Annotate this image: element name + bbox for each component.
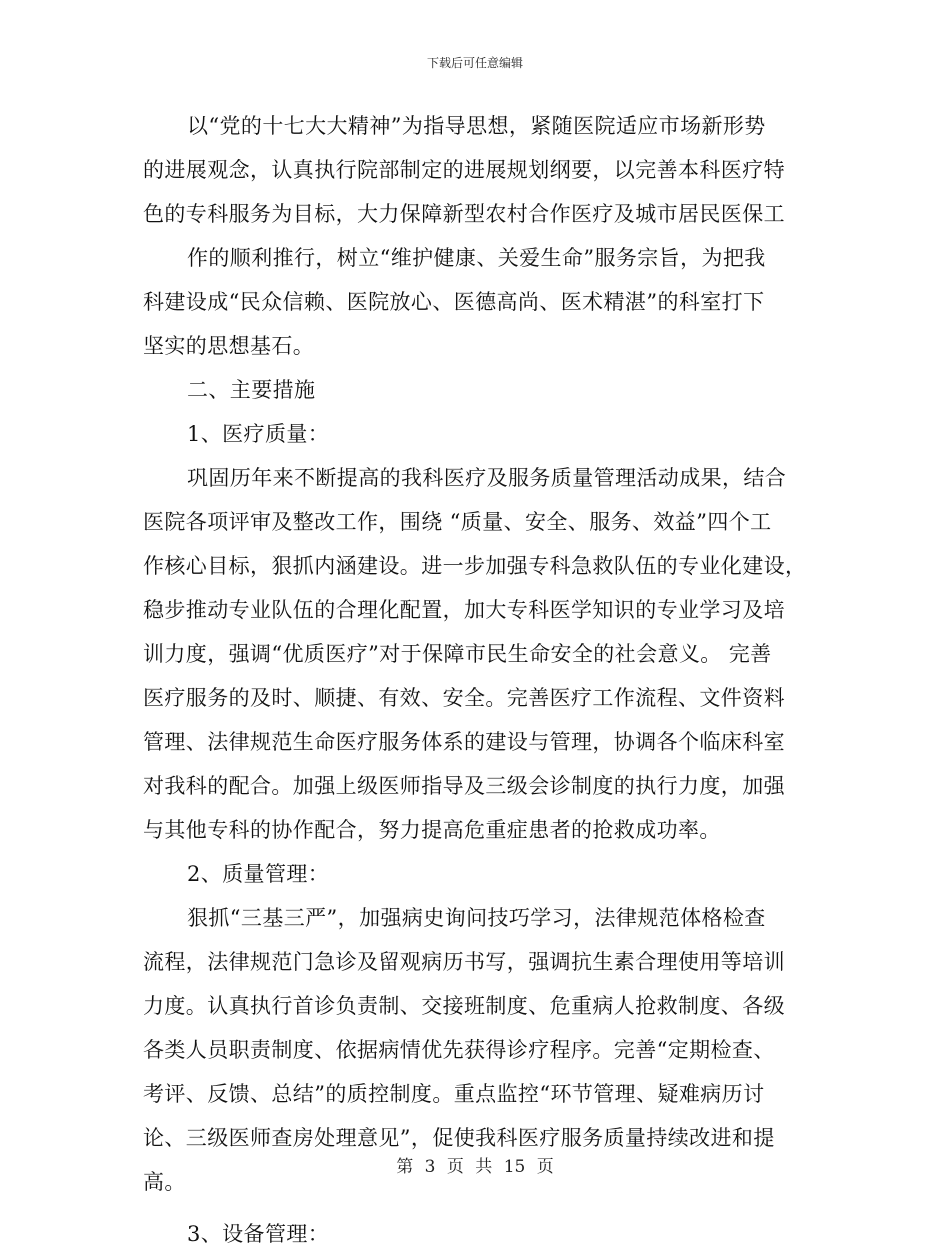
paragraph-line: 高。 [143,1170,186,1194]
paragraph-line: 医疗服务的及时、顺捷、有效、安全。完善医疗工作流程、文件资料 [143,686,785,710]
paragraph-line: 狠抓“三基三严”，加强病史询问技巧学习，法律规范体格检查 [187,906,766,930]
paragraph-line: 科建设成“民众信赖、医院放心、医德高尚、医术精湛”的科室打下 [143,290,765,314]
paragraph-line: 各类人员职责制度、依据病情优先获得诊疗程序。完善“定期检查、 [143,1038,775,1062]
paragraph-line: 流程，法律规范门急诊及留观病历书写，强调抗生素合理使用等培训 [143,950,785,974]
paragraph-line: 与其他专科的协作配合，努力提高危重症患者的抢救成功率。 [143,818,721,842]
paragraph-line: 色的专科服务为目标，大力保障新型农村合作医疗及城市居民医保工 [143,202,785,226]
subsection-heading: 1、医疗质量： [187,422,330,446]
subsection-heading: 3、设备管理： [187,1222,330,1246]
paragraph-line: 论、三级医师查房处理意见”，促使我科医疗服务质量持续改进和提 [143,1126,775,1150]
paragraph-line: 训力度，强调“优质医疗”对于保障市民生命安全的社会意义。 完善 [143,642,772,666]
spacer [143,1204,803,1212]
paragraph-line: 作核心目标，狠抓内涵建设。进一步加强专科急救队伍的专业化建设， [143,554,807,578]
page-footer: 第 3 页 共 15 页 [396,1157,554,1177]
paragraph-line: 巩固历年来不断提高的我科医疗及服务质量管理活动成果，结合 [187,466,787,490]
paragraph-line: 以“党的十七大大精神”为指导思想，紧随医院适应市场新形势 [187,114,766,138]
paragraph-line: 坚实的思想基石。 [143,334,315,358]
paragraph-line: 管理、法律规范生命医疗服务体系的建设与管理，协调各个临床科室 [143,730,785,754]
paragraph-line: 作的顺利推行，树立“维护健康、关爱生命”服务宗旨，为把我 [187,246,766,270]
paragraph-line: 医院各项评审及整改工作，围绕 “质量、安全、服务、效益”四个工 [143,510,772,534]
section-heading: 二、主要措施 [187,378,316,402]
subsection-heading: 2、质量管理： [187,862,330,886]
document-body [143,104,807,1256]
paragraph-line: 力度。认真执行首诊负责制、交接班制度、危重病人抢救制度、各级 [143,994,785,1018]
paragraph-line: 对我科的配合。加强上级医师指导及三级会诊制度的执行力度，加强 [143,774,785,798]
paragraph-line: 考评、反馈、总结”的质控制度。重点监控“环节管理、疑难病历讨 [143,1082,765,1106]
paragraph-line: 的进展观念，认真执行院部制定的进展规划纲要，以完善本科医疗特 [143,158,785,182]
paragraph-line: 稳步推动专业队伍的合理化配置，加大专科医学知识的专业学习及培 [143,598,785,622]
page-header: 下载后可任意编辑 [426,56,523,70]
